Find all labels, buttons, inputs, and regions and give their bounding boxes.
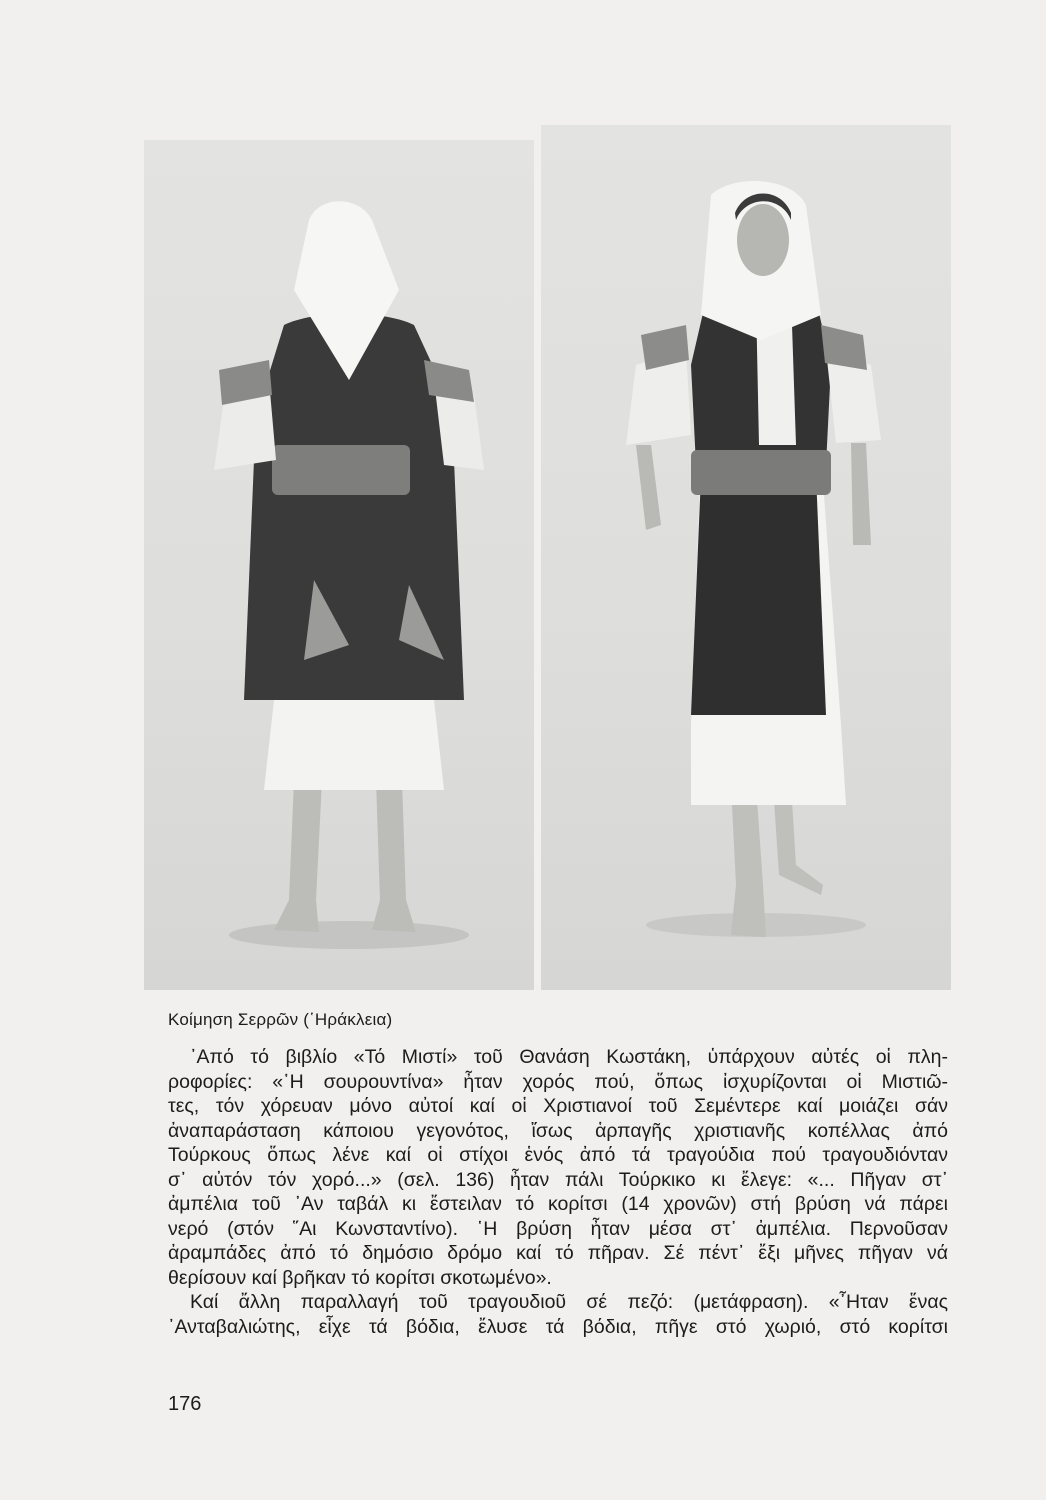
photo-costume-front-view (541, 125, 951, 990)
photo-costume-back-view (144, 140, 534, 990)
body-text (168, 1045, 948, 1339)
text-line: ἀμπέλια τοῦ ᾿Αν ταβάλ κι ἔστειλαν τό κορίτσι (14 χρονῶν) στή βρύση νά πάρει (168, 1193, 948, 1215)
text-line: ἀναπαράσταση κάποιου γεγονότος, ἴσως ἁρπαγῆς χριστιανῆς κοπέλλας ἀπό (168, 1119, 948, 1142)
text-line: τες, τόν χόρευαν μόνο αὐτοί καί οἱ Χριστιανοί τοῦ Σεμέντερε καί μοιάζει σάν (168, 1095, 948, 1117)
text-line: ᾿Από τό βιβλίο «Τό Μιστί» τοῦ Θανάση Κωστάκη, ὑπάρχουν αὐτές οἱ πλη- (190, 1046, 948, 1068)
text-line: Καί ἄλλη παραλλαγή τοῦ τραγουδιοῦ σέ πεζό: (μετάφραση). «῏Ηταν ἕνας (190, 1291, 948, 1313)
text-line: ροφορίες: «῾Η σουρουντίνα» ἦταν χορός πού, ὅπως ἰσχυρίζονται οἱ Μιστιῶ- (168, 1070, 948, 1093)
text-line: ᾿Ανταβαλιώτης, εἶχε τά βόδια, ἔλυσε τά βόδια, πῆγε στό χωριό, στό κορίτσι (168, 1315, 948, 1338)
text-line: ἀραμπάδες ἀπό τό δημόσιο δρόμο καί τό πῆραν. Σέ πέντ᾿ ἔξι μῆνες πῆγαν νά (168, 1242, 948, 1264)
text-line: σ᾿ αὐτόν τόν χορό...» (σελ. 136) ἦταν πάλι Τούρκικο κι ἔλεγε: «... Πῆγαν στ᾿ (168, 1168, 948, 1191)
text-line: θερίσουν καί βρῆκαν τό κορίτσι σκοτωμένο». (168, 1266, 552, 1289)
text-line: Τούρκους ὅπως λένε καί οἱ στίχοι ἑνός ἀπό τά τραγούδια πού τραγουδιόνταν (168, 1144, 948, 1166)
page-number: 176 (168, 1393, 202, 1415)
photo-caption: Κοίμηση Σερρῶν (῾Ηράκλεια) (168, 1010, 393, 1029)
text-line: νερό (στόν ῞Αι Κωνσταντίνο). ῾Η βρύση ἦταν μέσα στ᾿ ἀμπέλια. Περνοῦσαν (168, 1217, 948, 1240)
